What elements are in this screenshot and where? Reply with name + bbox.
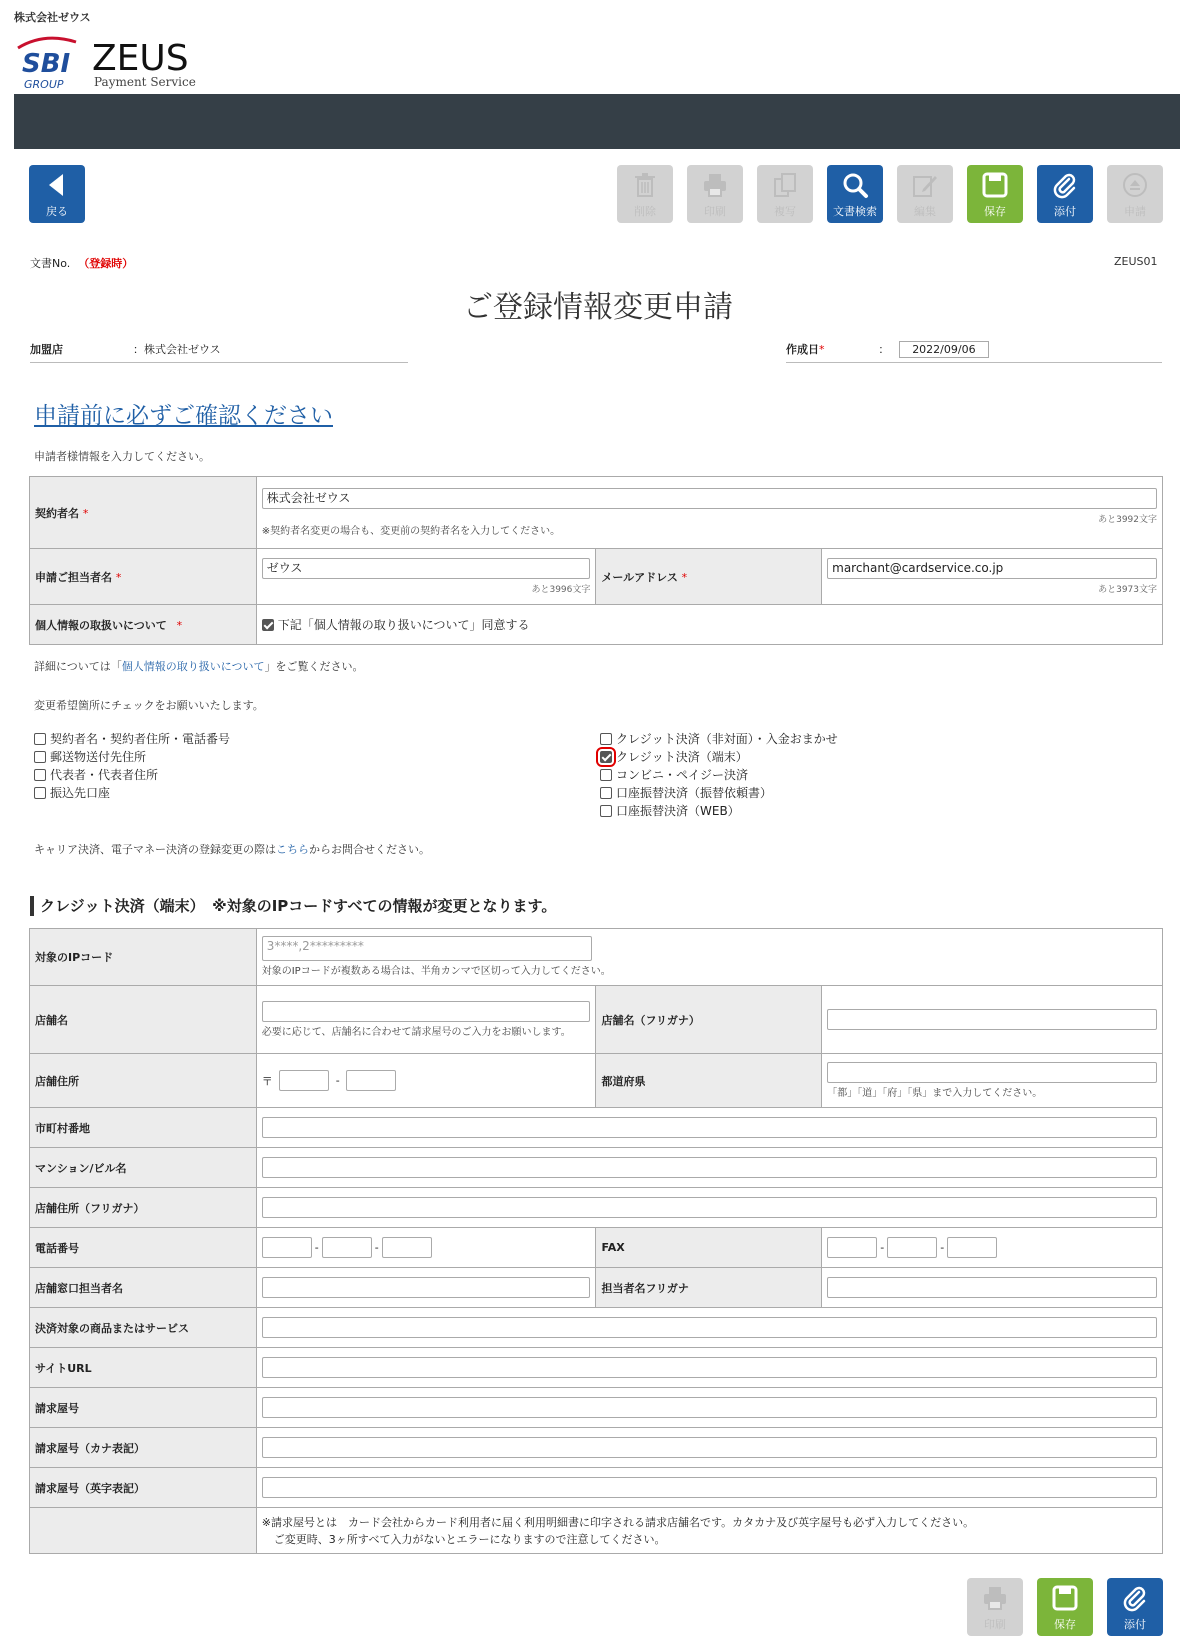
back-arrow-icon (43, 171, 71, 199)
zeus-logo (14, 30, 214, 92)
billing-name-input[interactable] (262, 1397, 1157, 1418)
section-title: クレジット決済（端末） ※対象のIPコードすべての情報が変更となります。 (30, 896, 556, 916)
eject-icon (1121, 171, 1149, 199)
copy-icon (771, 171, 799, 199)
check-credit-terminal[interactable]: クレジット決済（端末） (600, 748, 838, 766)
edit-icon (911, 171, 939, 199)
contact-label: 店舗窓口担当者名 (30, 1268, 257, 1308)
document-search-button[interactable]: 文書検索 (827, 165, 883, 223)
bottom-attach-button[interactable]: 添付 (1107, 1578, 1163, 1636)
ip-code-label: 対象のIPコード (30, 929, 257, 986)
store-info: 加盟店 ：株式会社ゼウス (30, 341, 408, 363)
contact-kana-label: 担当者名フリガナ (596, 1268, 822, 1308)
search-icon (841, 171, 869, 199)
created-date-field[interactable]: 2022/09/06 (899, 341, 988, 358)
billing-note-label (30, 1508, 257, 1554)
billing-note-1: ※請求屋号とは カード会社からカード利用者に届く利用明細書に印字される請求店舗名です。カタカナ及び英字屋号も必ず入力してください。 (261, 1515, 975, 1529)
checks-right (600, 730, 838, 820)
logo-zeus: ZEUS (92, 38, 189, 79)
company-name: 株式会社ゼウス (14, 11, 91, 24)
phone-input-1[interactable] (262, 1237, 312, 1258)
applicant-note: 申請者様情報を入力してください。 (34, 450, 210, 463)
save-button[interactable]: 保存 (967, 165, 1023, 223)
contact-input[interactable] (262, 1277, 591, 1298)
postal-code-2[interactable] (346, 1070, 396, 1091)
privacy-agree-checkbox[interactable]: 下記「個人情報の取り扱いについて」同意する (262, 618, 530, 632)
fax-input-2[interactable] (887, 1237, 937, 1258)
check-bank-account[interactable]: 振込先口座 (34, 784, 230, 802)
check-contract-info[interactable]: 契約者名・契約者住所・電話番号 (34, 730, 230, 748)
logo-group: GROUP (24, 78, 64, 91)
billing-name-label: 請求屋号 (30, 1388, 257, 1428)
edit-button[interactable]: 編集 (897, 165, 953, 223)
billing-en-label: 請求屋号（英字表記） (30, 1468, 257, 1508)
prefecture-hint: 「都」「道」「府」「県」まで入力してください。 (827, 1087, 1043, 1099)
printer-icon (701, 171, 729, 199)
email-input[interactable]: marchant@cardservice.co.jp (827, 558, 1157, 579)
phone-input-3[interactable] (382, 1237, 432, 1258)
site-url-input[interactable] (262, 1357, 1157, 1378)
shop-name-label: 店舗名 (30, 986, 257, 1054)
privacy-note: 詳細については「個人情報の取り扱いについて」をご覧ください。 (34, 660, 364, 673)
contract-name-label: 契約者名 * (30, 477, 257, 549)
shop-kana-label: 店舗名（フリガナ） (596, 986, 822, 1054)
paperclip-icon (1121, 1584, 1149, 1612)
delete-button[interactable]: 削除 (617, 165, 673, 223)
notice-link[interactable]: 申請前に必ずご確認ください (34, 403, 333, 429)
contract-name-hint: ※契約者名変更の場合も、変更前の契約者名を入力してください。 (261, 525, 561, 537)
check-transfer-form[interactable]: 口座振替決済（振替依頼書） (600, 784, 838, 802)
billing-kana-input[interactable] (262, 1437, 1157, 1458)
printer-icon (981, 1584, 1009, 1612)
postal-code-1[interactable] (279, 1070, 329, 1091)
check-representative[interactable]: 代表者・代表者住所 (34, 766, 230, 784)
shop-name-hint: 必要に応じて、店舗名に合わせて請求屋号のご入力をお願いします。 (261, 1026, 571, 1038)
check-convenience[interactable]: コンビニ・ペイジー決済 (600, 766, 838, 784)
billing-kana-label: 請求屋号（カナ表記） (30, 1428, 257, 1468)
person-name-input[interactable]: ゼウス (262, 558, 591, 579)
bottom-print-button[interactable]: 印刷 (967, 1578, 1023, 1636)
prefecture-label: 都道府県 (596, 1054, 822, 1108)
phone-label: 電話番号 (30, 1228, 257, 1268)
check-credit-online[interactable]: クレジット決済（非対面）・入金おまかせ (600, 730, 838, 748)
document-number: 文書No. （登録時） (30, 257, 134, 270)
apply-button[interactable]: 申請 (1107, 165, 1163, 223)
goods-input[interactable] (262, 1317, 1157, 1338)
back-button[interactable]: 戻る (29, 165, 85, 223)
bottom-save-button[interactable]: 保存 (1037, 1578, 1093, 1636)
paperclip-icon (1051, 171, 1079, 199)
checks-left (34, 730, 230, 802)
page-title: ご登録情報変更申請 (463, 290, 733, 325)
shop-name-input[interactable] (262, 1001, 591, 1022)
save-icon (1051, 1584, 1079, 1612)
ip-code-hint: 対象のIPコードが複数ある場合は、半角カンマで区切って入力してください。 (261, 966, 611, 977)
billing-note-2: ご変更時、3ヶ所すべて入力がないとエラーになりますので注意してください。 (273, 1532, 666, 1546)
date-info: 作成日* ： 2022/09/06 (786, 341, 1162, 363)
prefecture-input[interactable] (827, 1062, 1157, 1083)
carrier-note: キャリア決済、電子マネー決済の登録変更の際はこちらからお問合せください。 (34, 843, 430, 856)
billing-en-input[interactable] (262, 1477, 1157, 1498)
logo-sbi: SBI (22, 49, 71, 79)
contact-kana-input[interactable] (827, 1277, 1157, 1298)
print-button[interactable]: 印刷 (687, 165, 743, 223)
city-label: 市町村番地 (30, 1108, 257, 1148)
building-label: マンション/ビル名 (30, 1148, 257, 1188)
check-transfer-web[interactable]: 口座振替決済（WEB） (600, 802, 838, 820)
email-count: あと3973文字 (1098, 585, 1157, 595)
phone-input-2[interactable] (322, 1237, 372, 1258)
shop-address-label: 店舗住所 (30, 1054, 257, 1108)
goods-label: 決済対象の商品またはサービス (30, 1308, 257, 1348)
fax-label: FAX (596, 1228, 822, 1268)
site-url-label: サイトURL (30, 1348, 257, 1388)
check-mailing-address[interactable]: 郵送物送付先住所 (34, 748, 230, 766)
email-label: メールアドレス * (596, 549, 822, 605)
building-input[interactable] (262, 1157, 1157, 1178)
save-icon (981, 171, 1009, 199)
person-name-count: あと3996文字 (531, 585, 591, 595)
ip-code-textarea[interactable]: 3****,2********* (262, 936, 592, 961)
address-kana-label: 店舗住所（フリガナ） (30, 1188, 257, 1228)
inquiry-link[interactable]: こちら (276, 843, 309, 856)
logo-sub: Payment Service (94, 75, 196, 89)
applicant-table (29, 476, 1163, 645)
address-kana-input[interactable] (262, 1197, 1157, 1218)
copy-button[interactable]: 複写 (757, 165, 813, 223)
fax-input-3[interactable] (947, 1237, 997, 1258)
fax-input-1[interactable] (827, 1237, 877, 1258)
city-input[interactable] (262, 1117, 1157, 1138)
attach-button[interactable]: 添付 (1037, 165, 1093, 223)
form-id: ZEUS01 (1114, 255, 1158, 268)
contract-name-input[interactable]: 株式会社ゼウス (262, 488, 1157, 509)
shop-kana-input[interactable] (827, 1009, 1157, 1030)
change-note: 変更希望箇所にチェックをお願いいたします。 (34, 699, 264, 712)
trash-icon (631, 171, 659, 199)
postal-mark: 〒 (261, 1074, 273, 1088)
privacy-link[interactable]: 個人情報の取り扱いについて (121, 660, 265, 673)
checkbox-checked-icon (262, 619, 274, 631)
header-bar (14, 94, 1180, 149)
person-name-label: 申請ご担当者名 * (30, 549, 257, 605)
privacy-label: 個人情報の取扱いについて * (30, 605, 257, 645)
contract-name-count: あと3992文字 (1098, 514, 1157, 525)
credit-terminal-table: 対象のIPコード 3****,2********* 対象のIPコードが複数ある場合は、半角カンマで区切って入力してください。 店舗名 必要に応じて、店舗名に合わせて請求屋号のご入力をお願いします。 店舗名（フリガナ） 店舗住所 〒 - 都道府県 「都」「道」「府」「県」まで入力してください。 市町村番地 マンション/ビル名 店舗住所（フリガナ） 電話番号 - - FAX - - 店舗窓口担当者名 担当者名フリガナ 決済対象の商品またはサービス サイトURL 請求屋号 請求屋号（カナ表記） 請求屋号（英字表記） ※請求屋号とは カード会社からカード利用者に届く利用明細書に印字される請求店舗名です。カタカナ及び英字屋号も必ず入力してください。 ご変更時、3ヶ所すべて入力がないとエラーになりますので注意してください。 (29, 928, 1163, 1554)
